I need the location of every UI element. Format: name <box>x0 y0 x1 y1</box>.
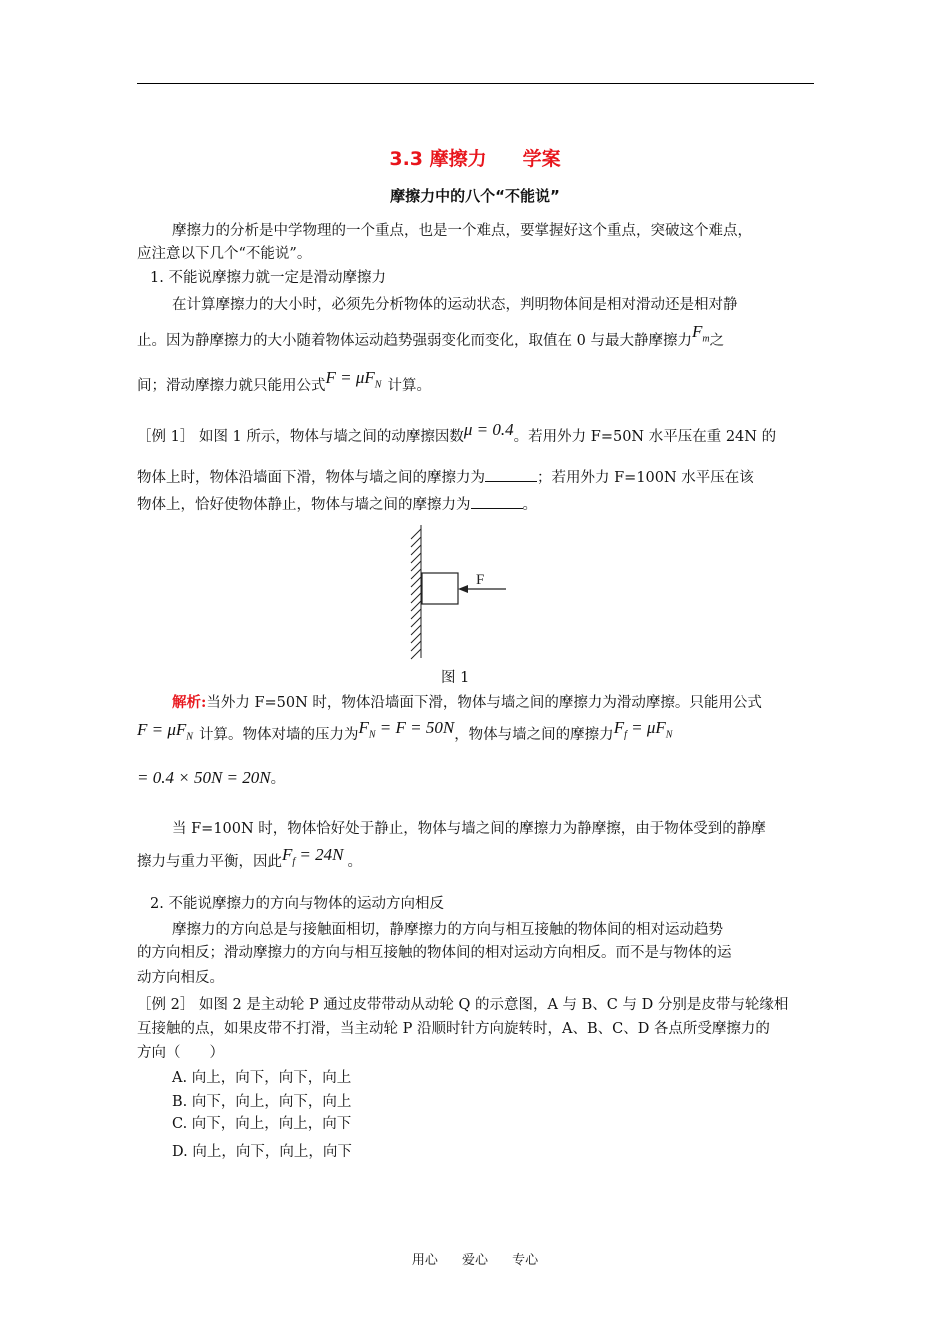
solution-1-line-3: = 0.4 × 50N = 20N。 <box>137 768 286 787</box>
intro-line-2: 应注意以下几个“不能说”。 <box>137 246 312 262</box>
answer-blank-2[interactable] <box>471 496 523 509</box>
example-1-line-1: ［例 1］ 如图 1 所示，物体与墙之间的动摩擦因数μ = 0.4。若用外力 F=50N 水平压在重 24N 的 <box>137 420 777 445</box>
page-footer: 用心 爱心 专心 <box>411 1253 539 1268</box>
page-subtitle: 摩擦力中的八个“不能说” <box>390 187 560 205</box>
intro-line-1: 摩擦力的分析是中学物理的一个重点，也是一个难点，要掌握好这个重点，突破这个难点， <box>172 223 752 239</box>
section-1-line-3: 间；滑动摩擦力就只能用公式$F = \mu F_N$ 计算。 <box>137 368 431 394</box>
page-title: 3.3 摩擦力 学案 <box>389 148 561 170</box>
figure-1-caption: 图 1 <box>441 670 470 686</box>
section-1-heading: 1. 不能说摩擦力就一定是滑动摩擦力 <box>150 270 386 286</box>
figure-1-diagram <box>400 520 515 665</box>
section-2-line-3: 动方向相反。 <box>137 970 224 986</box>
solution-label: 解析: <box>172 694 207 711</box>
solution-1-line-2: $F = \mu F_N$ 计算。物体对墙的压力为$F_N = F = 50N$，物体与墙之间的摩擦力$F_f = \mu F_N$ <box>137 718 673 743</box>
option-b: B. 向下，向上，向下，向上 <box>172 1094 352 1110</box>
example-2-line-2: 互接触的点，如果皮带不打滑，当主动轮 P 沿顺时针方向旋转时，A、B、C、D 各点所受摩擦力的 <box>137 1021 770 1037</box>
example-1-line-3: 物体上，恰好使物体静止，物体与墙之间的摩擦力为 。 <box>137 497 537 513</box>
solution-1-line-5: 擦力与重力平衡，因此$F_f = 24N$ 。 <box>137 845 362 870</box>
force-label: F <box>476 572 485 588</box>
section-1-line-2: 止。因为静摩擦力的大小随着物体运动趋势强弱变化而变化，取值在 0 与最大静摩擦力$F_m$之 <box>137 322 725 349</box>
section-2-heading: 2. 不能说摩擦力的方向与物体的运动方向相反 <box>150 896 444 912</box>
wall-hatching <box>411 525 421 659</box>
section-2-line-2: 的方向相反；滑动摩擦力的方向与相互接触的物体间的相对运动方向相反。而不是与物体的运 <box>137 945 732 961</box>
answer-blank-1[interactable] <box>485 469 537 482</box>
option-a: A. 向上，向下，向下，向上 <box>172 1070 352 1086</box>
example-2-line-3: 方向（ ） <box>137 1045 224 1061</box>
example-2-line-1: ［例 2］ 如图 2 是主动轮 P 通过皮带带动从动轮 Q 的示意图，A 与 B、C 与 D 分别是皮带与轮缘相 <box>137 997 789 1013</box>
option-c: C. 向下，向上，向上，向下 <box>172 1116 352 1132</box>
option-d: D. 向上，向下，向上，向下 <box>172 1144 352 1160</box>
header-rule <box>137 83 814 84</box>
block <box>422 573 458 604</box>
section-2-line-1: 摩擦力的方向总是与接触面相切，静摩擦力的方向与相互接触的物体间的相对运动趋势 <box>172 922 723 938</box>
section-1-line-1: 在计算摩擦力的大小时，必须先分析物体的运动状态，判明物体间是相对滑动还是相对静 <box>172 297 738 313</box>
force-arrow-head <box>458 585 468 593</box>
example-1-line-2: 物体上时，物体沿墙面下滑，物体与墙之间的摩擦力为 ；若用外力 F=100N 水平压在该 <box>137 470 754 486</box>
solution-1-line-1: 解析:当外力 F=50N 时，物体沿墙面下滑，物体与墙之间的摩擦力为滑动摩擦。只能用公式 <box>172 694 762 711</box>
solution-1-line-4: 当 F=100N 时，物体恰好处于静止，物体与墙之间的摩擦力为静摩擦，由于物体受到的静摩 <box>172 821 766 837</box>
